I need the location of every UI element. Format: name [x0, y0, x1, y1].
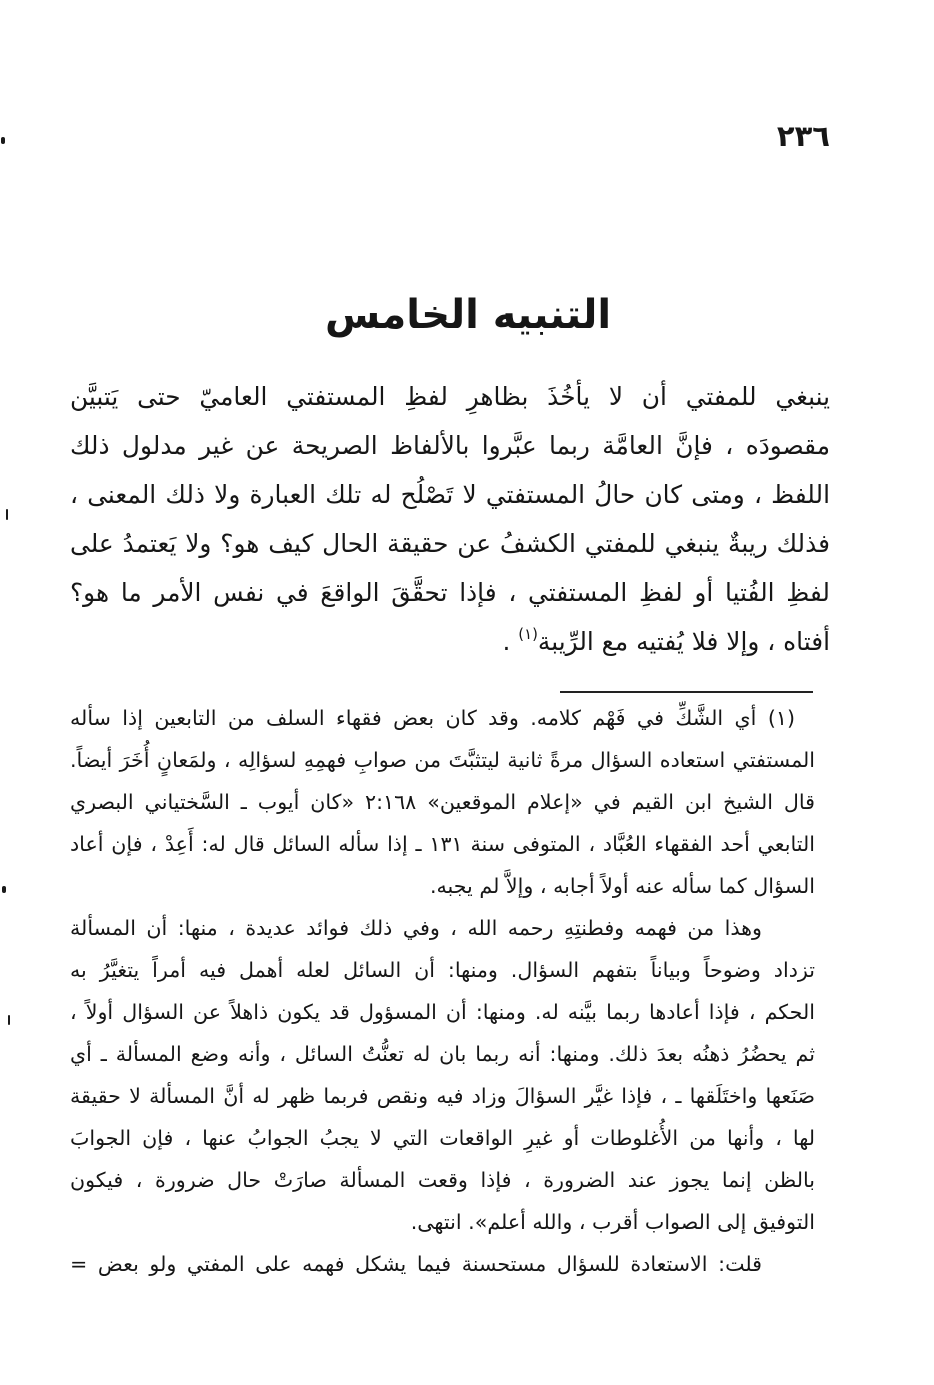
scan-mark: [1, 137, 5, 144]
body-last-line: [70, 617, 830, 666]
body-line: ينبغي للمفتي أن لا يأخُذَ بظاهرِ لفظِ المستفتي العاميّ حتى يَتبيَّن: [70, 382, 830, 411]
footnote-line: لها ، وأنها من الأُغلوطات أو غيرِ الواقعات التي لا يجبُ الجوابُ عنها ، فإن الجوابَ: [70, 1126, 815, 1150]
chapter-heading: التنبيه الخامس: [324, 292, 612, 338]
footnote-line: السؤال كما سأله عنه أولاً أجابه ، وإلاَّ لم يجبه.: [429, 874, 815, 898]
scan-mark: [8, 1015, 10, 1025]
footnote-line: قال الشيخ ابن القيم في «إعلام الموقعين» ٢:١٦٨ «كان أيوب ـ السَّختياني البصري: [70, 790, 815, 814]
footnote-line: صَنَعها واختَلَقها ـ ، فإذا غيَّر السؤالَ وزاد فيه ونقص فربما ظهر له أنَّ المسألة لا حقيقة: [70, 1084, 815, 1108]
body-line: مقصودَه ، فإنَّ العامَّة ربما عبَّروا بالألفاظ الصريحة عن غير مدلول ذلك: [70, 431, 830, 460]
footnote-line: الحكم ، فإذا أعادها ربما بيَّنه له. ومنها: أن المسؤول قد يكون ذاهلاً عن السؤال أولاً ،: [70, 1000, 815, 1024]
main-text: [70, 372, 830, 666]
footnote-line: تزداد وضوحاً وبياناً بتفهم السؤال. ومنها: أن السائل لعله أهمل فيه أمراً يتغيَّرُ به: [70, 958, 815, 982]
footnote-line: ثم يحضُرُ ذهنُه بعدَ ذلك. ومنها: أنه ربما بان له تعنُّتُ السائل ، وأنه وضع المسألة ـ أي: [70, 1042, 815, 1066]
footnote-line: التابعي أحد الفقهاء العُبَّاد ، المتوفى سنة ١٣١ ـ إذا سأله السائل قال له: أَعِدْ ، فإن أعاد: [69, 832, 815, 856]
footnote-line: المستفتي استعاده السؤال مرةً ثانية ليتثبَّتَ من صوابِ فهمِهِ لسؤالِه ، ولمَعانٍ أُخَرَ أيضاً.: [70, 748, 815, 772]
body-line: اللفظ ، ومتى كان حالُ المستفتي لا تَصْلُح له تلك العبارة ولا ذلك المعنى ،: [70, 480, 830, 509]
scan-mark: [6, 509, 8, 520]
footnote-line: بالظن إنما يجوز عند الضرورة ، فإذا وقعت المسألة صارَتْ حال ضرورة ، فيكون: [70, 1168, 815, 1192]
footnote-ref-marker: (١): [518, 624, 538, 643]
footnote-line: وهذا من فهمه وفطنتِهِ رحمه الله ، وفي ذلك فوائد عديدة ، منها: أن المسألة: [70, 916, 762, 940]
footnote-separator: [560, 691, 813, 693]
footnote-line: التوفيق إلى الصواب أقرب ، والله أعلم». انتهى.: [410, 1210, 815, 1234]
body-line: لفظِ الفُتيا أو لفظِ المستفتي ، فإذا تحقَّقَ الواقعَ في نفس الأمر ما هو؟: [70, 578, 830, 607]
scan-mark: [2, 886, 6, 893]
footnotes: [70, 697, 815, 1285]
footnote-line: قلت: الاستعادة للسؤال مستحسنة فيما يشكل فهمه على المفتي ولو بعض =: [70, 1252, 762, 1276]
footnote-line: (١) أي الشَّكِّ في فَهْم كلامه. وقد كان بعض فقهاء السلف من التابعين إذا سأله: [70, 706, 795, 730]
body-last-line-text: أفتاه ، وإلا فلا يُفتيه مع الرِّيبة: [537, 627, 830, 656]
page-number: ٢٣٦: [776, 119, 830, 153]
body-line: فذلك ريبةٌ ينبغي للمفتي الكشفُ عن حقيقة الحال كيف هو؟ ولا يَعتمدُ على: [70, 529, 830, 558]
body-last-line-end: .: [502, 627, 519, 656]
